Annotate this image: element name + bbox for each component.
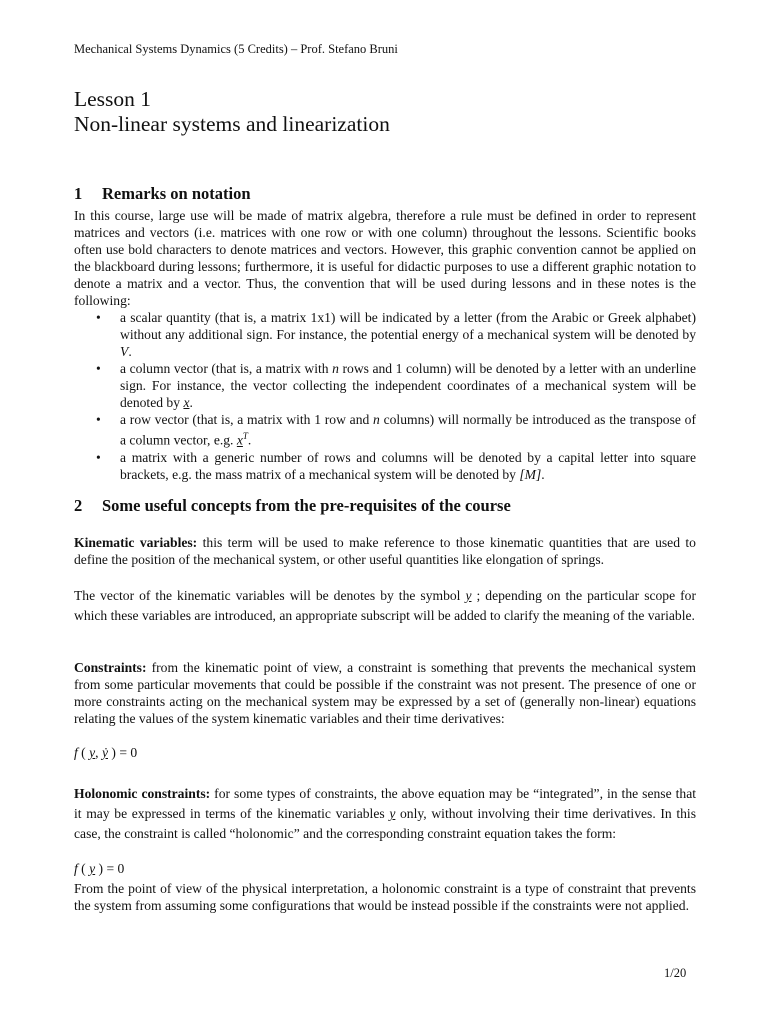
section-1-heading — [74, 184, 251, 204]
bullet-icon: • — [96, 361, 101, 376]
bullet-icon: • — [96, 310, 101, 325]
list-item: • a scalar quantity (that is, a matrix 1x1) will be indicated by a letter (from the Arabic or Greek alphabet) without any additional sign. For instance, the potential energy of a mechanical system will be denoted by V. — [96, 310, 696, 359]
holonomic-equation: f ( y ) = 0 — [74, 861, 125, 876]
holonomic-constraints-paragraph: Holonomic constraints: for some types of constraints, the above equation may be “integrated”, in the sense that it may be expressed in terms of the kinematic variables y only, without involving their time derivatives. In this case, the constraint is called “holonomic” and the corresponding constraint equation takes the form: — [74, 786, 697, 841]
section-2-number: 2 — [74, 496, 83, 515]
section-2-heading — [74, 496, 511, 516]
bullet-icon: • — [96, 412, 101, 427]
constraints-paragraph: Constraints: from the kinematic point of view, a constraint is something that prevents the mechanical system from some particular movements that could be possible if the constraint was not present. The presence of one or more constraints acting on the mechanical system may be expressed by a set of (generally non-linear) equations relating the values of the system kinematic variables and their time derivatives: — [74, 660, 696, 726]
holonomic-variable-symbol: y — [389, 806, 396, 821]
constraint-equation: f ( y, ẏ ) = 0 — [74, 745, 138, 760]
kinematic-vector-symbol: y — [465, 588, 472, 603]
constraints-term: Constraints: — [74, 660, 147, 675]
section-1-intro: In this course, large use will be made of matrix algebra, therefore a rule must be defined in order to represent matrices and vectors (i.e. matrices with one row or with one column) throughout the lessons. Scientific books often use bold characters to denote matrices and vectors. However, this graphic convention cannot be applied on the blackboard during lessons; furthermore, it is useful for didactic purposes to use a different graphic notation to denote a matrix and a vector. Thus, the convention that will be used during lessons and in these notes is the following: — [74, 208, 696, 308]
section-1-title: Remarks on notation — [102, 184, 251, 203]
kinematic-vector-paragraph: The vector of the kinematic variables will be denotes by the symbol y ; depending on the particular scope for which these variables are introduced, an appropriate subscript will be added to clarify the meaning of the variable. — [74, 588, 696, 623]
lesson-subtitle: Non-linear systems and linearization — [74, 112, 390, 136]
section-2-title: Some useful concepts from the pre-requisites of the course — [102, 496, 511, 515]
bullet-icon: • — [96, 449, 101, 465]
lesson-title — [74, 87, 390, 137]
kinematic-variables-paragraph: Kinematic variables: this term will be used to make reference to those kinematic quantities that are used to define the position of the mechanical system, or other useful quantities like elongation of springs. — [74, 535, 696, 567]
lesson-number: Lesson 1 — [74, 87, 152, 111]
row-vector-symbol: x — [236, 432, 243, 448]
matrix-symbol: [M] — [519, 466, 542, 482]
running-header: Mechanical Systems Dynamics (5 Credits) – Prof. Stefano Bruni — [74, 42, 398, 56]
list-item: • a column vector (that is, a matrix with n rows and 1 column) will be denoted by a letter with an underline sign. For instance, the vector collecting the independent coordinates of a mechanical system will be denoted by x. — [96, 361, 697, 410]
vector-symbol: x — [183, 395, 190, 410]
kinematic-variables-term: Kinematic variables: — [74, 535, 198, 550]
section-1-number: 1 — [74, 184, 83, 203]
list-item: • a matrix with a generic number of rows and columns will be denoted by a capital letter into square brackets, e.g. the mass matrix of a mechanical system will be denoted by [M]. — [96, 449, 696, 482]
holonomic-interpretation-paragraph: From the point of view of the physical interpretation, a holonomic constraint is a type of constraint that prevents the system from assuming some configurations that would be instead possible if the constraints were not applied. — [74, 881, 696, 913]
page-number: 1/20 — [664, 966, 687, 980]
notation-bullet-list — [74, 309, 696, 483]
scalar-symbol: V — [120, 344, 129, 359]
holonomic-constraints-term: Holonomic constraints: — [74, 786, 211, 801]
list-item: • a row vector (that is, a matrix with 1 row and n columns) will normally be introduced as the transpose of a column vector, e.g. $x^T$. — [96, 412, 696, 448]
